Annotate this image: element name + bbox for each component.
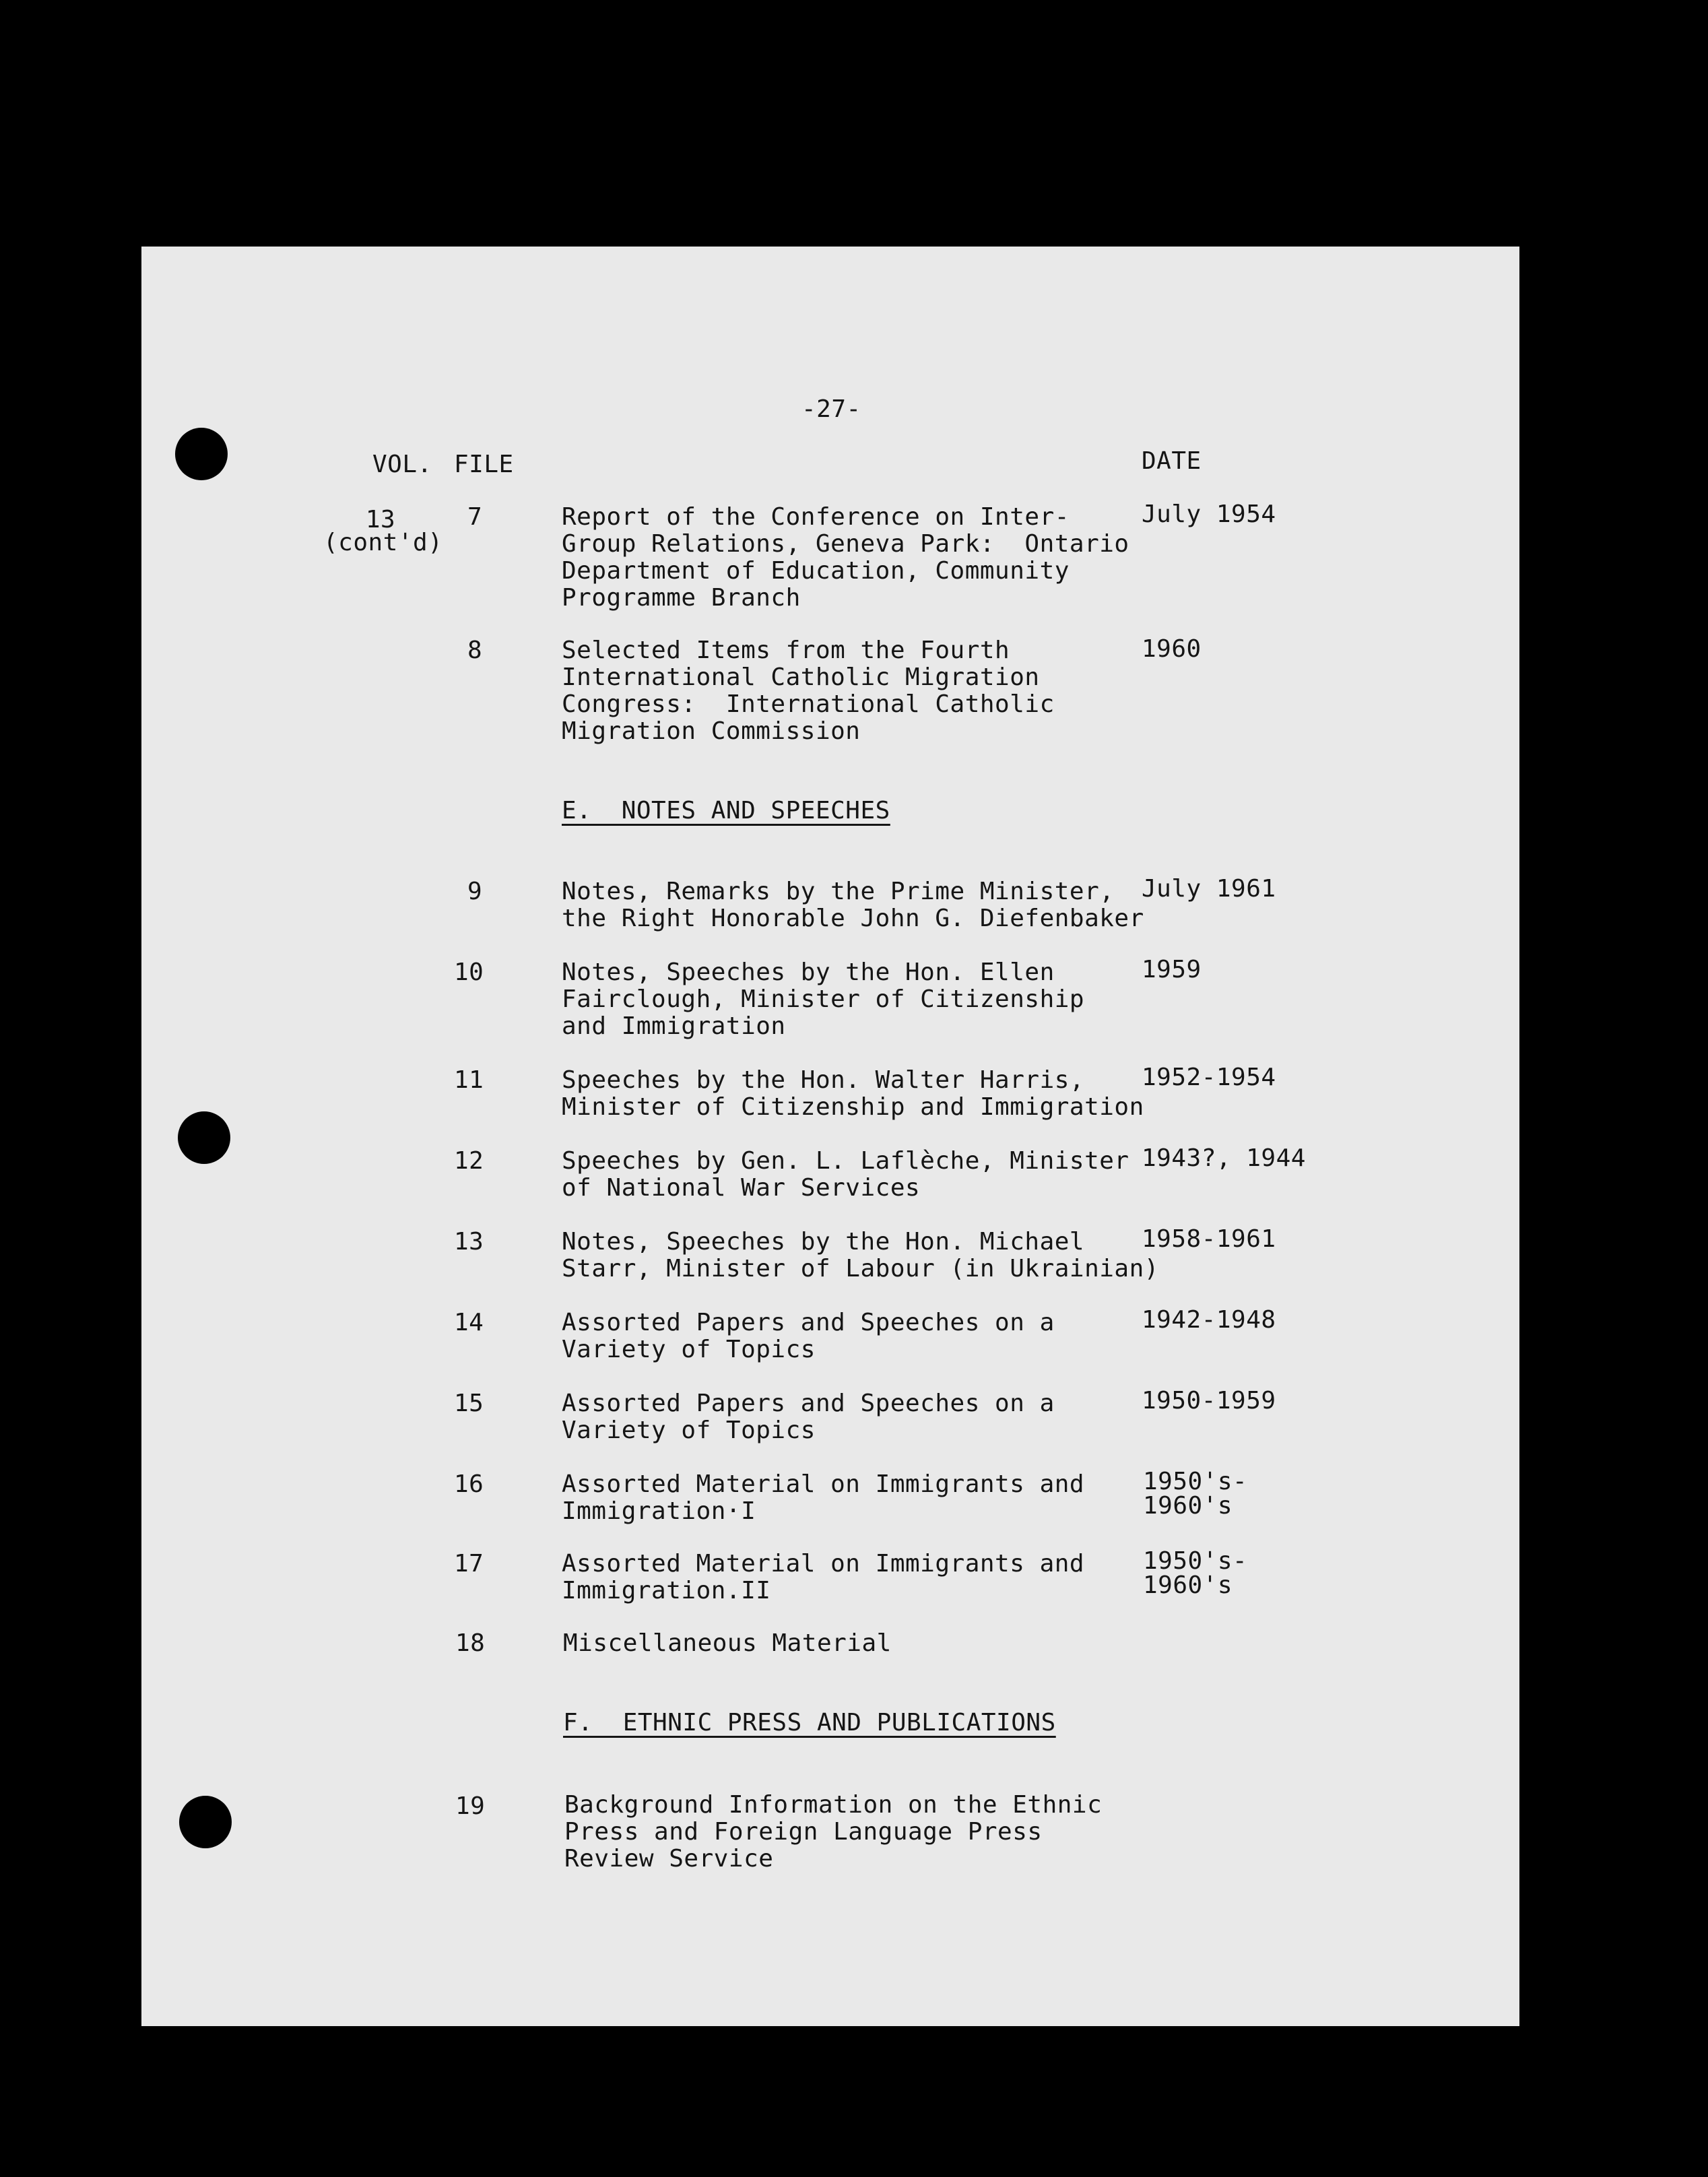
file-number: 18 xyxy=(455,1629,486,1657)
file-title-line: Variety of Topics xyxy=(562,1417,816,1444)
file-number: 8 xyxy=(467,637,483,664)
file-title-line: Report of the Conference on Inter- xyxy=(562,503,1070,531)
file-number: 14 xyxy=(454,1309,484,1336)
file-title-line: Group Relations, Geneva Park: Ontario xyxy=(562,530,1129,558)
file-title-line: Assorted Papers and Speeches on a xyxy=(562,1309,1055,1336)
file-date: 1943?, 1944 xyxy=(1142,1144,1306,1172)
file-title-line: Speeches by Gen. L. Laflèche, Minister xyxy=(562,1147,1129,1175)
file-number: 13 xyxy=(454,1228,484,1256)
header-vol: VOL. xyxy=(372,451,432,478)
file-date: 1950-1959 xyxy=(1142,1387,1276,1415)
file-number: 7 xyxy=(467,503,483,531)
file-date: 1960's xyxy=(1143,1492,1233,1520)
file-title-line: Variety of Topics xyxy=(562,1336,816,1363)
punch-hole-middle xyxy=(178,1111,230,1164)
file-date: 1959 xyxy=(1142,956,1202,983)
file-title-line: Minister of Citizenship and Immigration xyxy=(562,1093,1144,1121)
file-number: 9 xyxy=(467,878,483,905)
file-title-line: Review Service xyxy=(564,1845,774,1873)
file-date: 1960's xyxy=(1143,1571,1233,1599)
file-date: 1950's- xyxy=(1143,1468,1248,1495)
header-file: FILE xyxy=(454,451,514,478)
file-date: 1960 xyxy=(1142,635,1202,663)
file-title-line: Assorted Papers and Speeches on a xyxy=(562,1390,1055,1417)
file-title-line: Speeches by the Hon. Walter Harris, xyxy=(562,1066,1085,1094)
file-date: 1958-1961 xyxy=(1142,1225,1276,1253)
section-heading-e: E. NOTES AND SPEECHES xyxy=(562,797,890,824)
file-date: 1950's- xyxy=(1143,1547,1248,1575)
file-title-line: Fairclough, Minister of Citizenship xyxy=(562,985,1085,1013)
file-date: July 1961 xyxy=(1142,875,1276,903)
file-title-line: the Right Honorable John G. Diefenbaker xyxy=(562,905,1144,932)
file-number: 16 xyxy=(454,1470,484,1498)
file-number: 17 xyxy=(454,1550,484,1578)
file-title-line: Immigration.II xyxy=(562,1577,771,1604)
punch-hole-top xyxy=(175,428,228,480)
file-number: 11 xyxy=(454,1066,484,1094)
section-heading-f: F. ETHNIC PRESS AND PUBLICATIONS xyxy=(563,1709,1056,1736)
file-title-line: Department of Education, Community xyxy=(562,557,1070,585)
header-date: DATE xyxy=(1142,447,1202,475)
page-number: -27- xyxy=(801,395,861,423)
file-title-line: Selected Items from the Fourth xyxy=(562,637,1010,664)
file-number: 19 xyxy=(455,1792,486,1820)
file-title-line: Migration Commission xyxy=(562,717,861,745)
file-date: July 1954 xyxy=(1142,500,1276,528)
file-title-line: Notes, Speeches by the Hon. Michael xyxy=(562,1228,1085,1256)
file-number: 15 xyxy=(454,1390,484,1417)
file-title-line: Congress: International Catholic xyxy=(562,690,1055,718)
file-title-line: of National War Services xyxy=(562,1174,921,1202)
file-title-line: Programme Branch xyxy=(562,584,801,612)
vol-number: 13 xyxy=(365,506,396,533)
file-title-line: Notes, Remarks by the Prime Minister, xyxy=(562,878,1115,905)
file-title-line: and Immigration xyxy=(562,1012,786,1040)
file-number: 12 xyxy=(454,1147,484,1175)
file-title-line: Miscellaneous Material xyxy=(563,1629,892,1657)
file-title-line: Starr, Minister of Labour (in Ukrainian) xyxy=(562,1255,1159,1282)
file-title-line: Press and Foreign Language Press xyxy=(564,1818,1043,1846)
vol-note: (cont'd) xyxy=(323,529,443,556)
punch-hole-bottom xyxy=(179,1796,232,1848)
file-title-line: International Catholic Migration xyxy=(562,663,1040,691)
file-title-line: Assorted Material on Immigrants and xyxy=(562,1550,1085,1578)
file-title-line: Notes, Speeches by the Hon. Ellen xyxy=(562,958,1055,986)
file-date: 1952-1954 xyxy=(1142,1064,1276,1091)
file-title-line: Immigration·I xyxy=(562,1497,756,1525)
file-date: 1942-1948 xyxy=(1142,1306,1276,1334)
file-title-line: Background Information on the Ethnic xyxy=(564,1791,1103,1819)
file-number: 10 xyxy=(454,958,484,986)
file-title-line: Assorted Material on Immigrants and xyxy=(562,1470,1085,1498)
